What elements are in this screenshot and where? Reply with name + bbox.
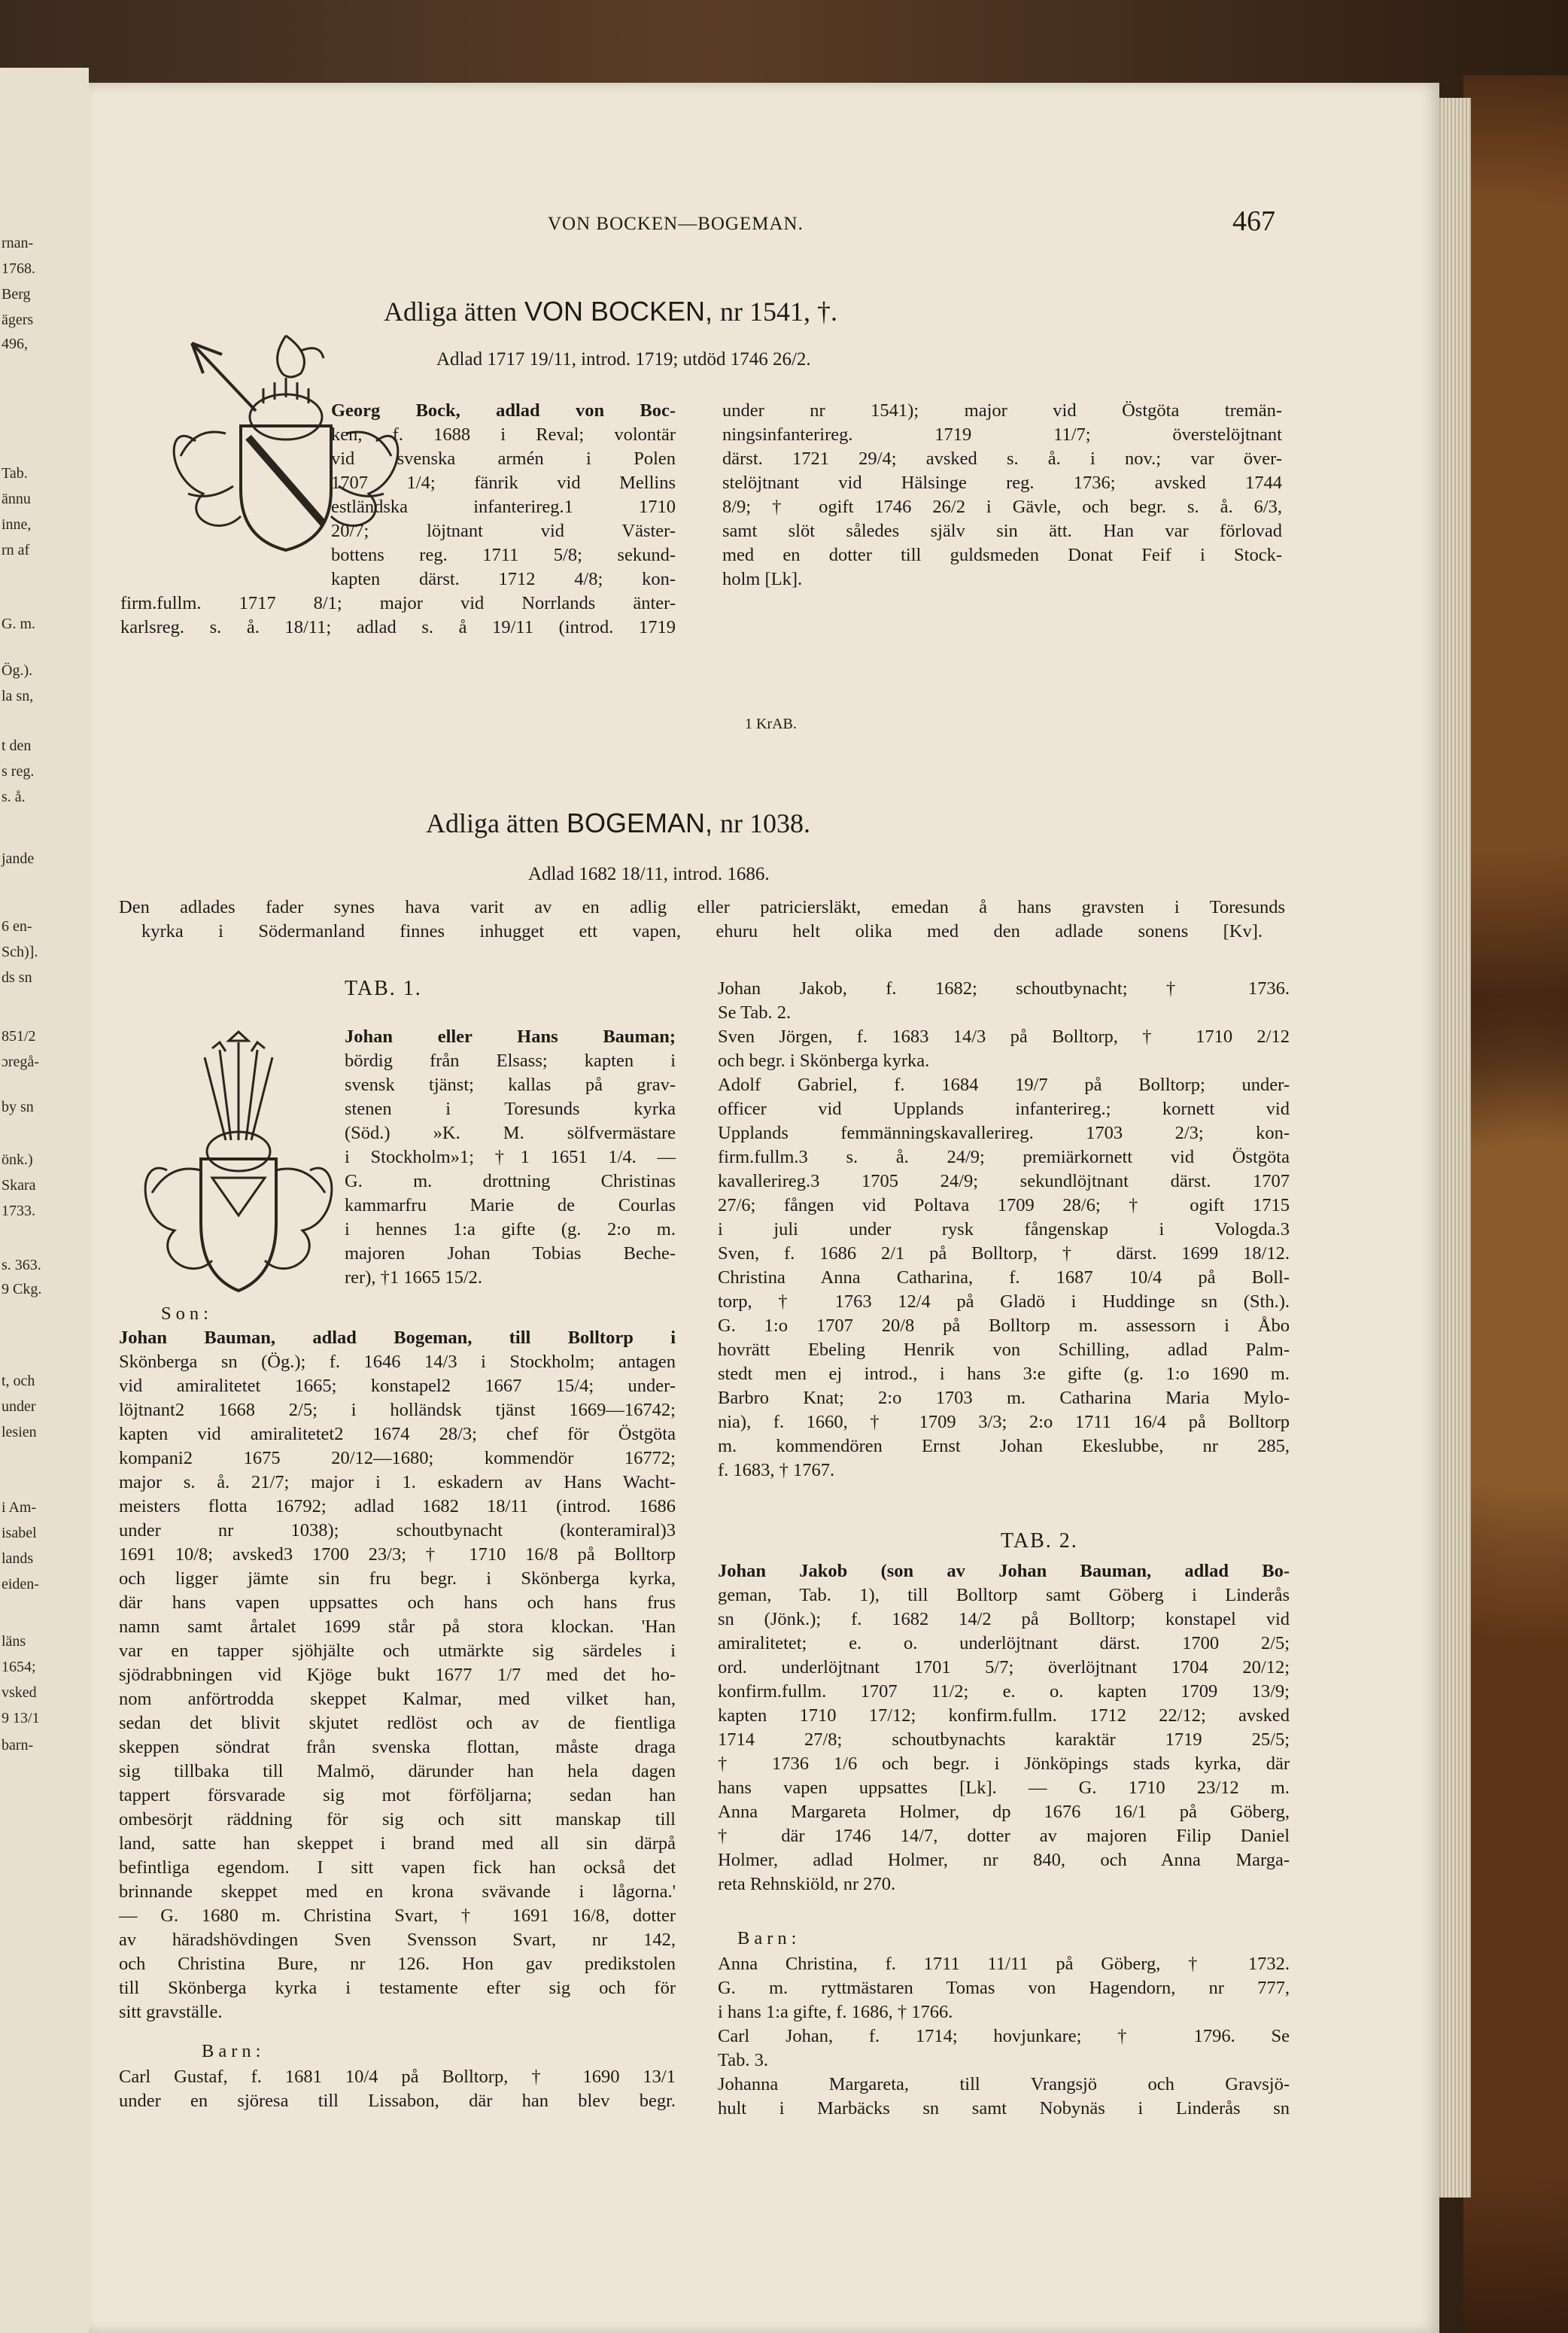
left-col-line: kompani2 1675 20/12—1680; kommendör 16772;	[119, 1448, 676, 1468]
right-col-line: officer vid Upplands infanterireg.; kornett vid	[718, 1099, 1290, 1119]
tab1-line: bördig från Elsass; kapten i	[345, 1051, 676, 1071]
tab2-line: ord. underlöjtnant 1701 5/7; överlöjtnant 1704 20/12;	[718, 1657, 1290, 1678]
left-col-line: major s. å. 21/7; major i 1. eskadern av Hans Wacht-	[119, 1472, 676, 1492]
right-col-line: nia), f. 1660, † 1709 3/3; 2:o 1711 16/4 på Bolltorp	[718, 1412, 1290, 1432]
tortoiseshell-cover	[1463, 75, 1568, 2333]
subtitle-bogeman: Adlad 1682 18/11, introd. 1686.	[528, 864, 770, 884]
title-name: VON BOCKEN,	[524, 296, 713, 327]
right-col-line: stedt men ej introd., i hans 3:e gifte (g. 1:o 1690 m.	[718, 1364, 1290, 1384]
tab1-line: kammarfru Marie de Courlas	[345, 1195, 676, 1215]
margin-fragment: i Am-	[2, 1499, 37, 1516]
right-col-line: 27/6; fången vid Poltava 1709 28/6; † ogift 1715	[718, 1195, 1290, 1215]
margin-fragment: 1654;	[2, 1659, 36, 1675]
left-col-line: tappert försvarade sig mot förföljarna; sedan han	[119, 1785, 676, 1805]
bocken-right-line: med en dotter till guldsmeden Donat Feif i Stock-	[722, 545, 1282, 565]
tab1-heading: TAB. 1.	[345, 977, 422, 1000]
margin-fragment: 496,	[2, 336, 28, 352]
left-col-line: 1691 10/8; avsked3 1700 23/3; † 1710 16/8 på Bolltorp	[119, 1544, 676, 1565]
running-head: VON BOCKEN—BOGEMAN.	[548, 214, 804, 234]
margin-fragment: 1733.	[2, 1203, 35, 1219]
tab1-line: svensk tjänst; kallas på grav-	[345, 1075, 676, 1095]
left-col-line: sedan det blivit skjutet redlöst och av de fientliga	[119, 1713, 676, 1733]
tab2-line: geman, Tab. 1), till Bolltorp samt Göberg i Linderås	[718, 1585, 1290, 1605]
bocken-right-line: stelöjtnant vid Hälsinge reg. 1736; avsked 1744	[722, 473, 1282, 493]
margin-fragment: by sn	[2, 1099, 34, 1115]
left-col-line: sitt gravställe.	[119, 2002, 223, 2022]
tab1-line: (Söd.) »K. M. sölfvermästare	[345, 1123, 676, 1143]
tab1-line: Johan eller Hans Bauman;	[345, 1027, 676, 1047]
margin-fragment: t den	[2, 738, 32, 754]
left-col-line: till Skönberga kyrka i testamente efter sig och för	[119, 1978, 676, 1998]
margin-fragment: Skara	[2, 1177, 36, 1194]
right-col-line: Sven Jörgen, f. 1683 14/3 på Bolltorp, † 1710 2/12	[718, 1027, 1290, 1047]
bocken-left-line: kapten därst. 1712 4/8; kon-	[331, 569, 676, 589]
son-label: Son:	[161, 1303, 213, 1324]
margin-fragment: jande	[2, 850, 35, 867]
right-col-line: Johan Jakob, f. 1682; schoutbynacht; † 1736.	[718, 978, 1290, 999]
tab2-line: reta Rehnskiöld, nr 270.	[718, 1874, 896, 1894]
margin-fragment: inne,	[2, 516, 32, 533]
margin-fragment: eiden-	[2, 1576, 39, 1592]
bocken-right-line: ningsinfanterireg. 1719 11/7; överstelöjtnant	[722, 424, 1282, 445]
right-col-line: i juli under rysk fångenskap i Vologda.3	[718, 1219, 1290, 1240]
margin-fragment: Sch)].	[2, 944, 38, 960]
left-col-line: vid amiralitetet 1665; konstapel2 1667 15/4; under-	[119, 1376, 676, 1396]
right-col-line: hovrätt Ebeling Henrik von Schilling, adlad Palm-	[718, 1340, 1290, 1360]
left-tail-line: under en sjöresa till Lissabon, där han blev begr.	[119, 2091, 676, 2111]
left-col-line: skeppen söndrat från svenska flottan, måste draga	[119, 1737, 676, 1757]
right-col-line: G. 1:o 1707 20/8 på Bolltorp m. assessorn i Åbo	[718, 1316, 1290, 1336]
title-suffix: nr 1038.	[720, 808, 811, 838]
bocken-left-line: karlsreg. s. å. 18/11; adlad s. å 19/11 (introd. 1719	[120, 617, 676, 637]
right-tail-line: Johanna Margareta, till Vrangsjö och Gravsjö-	[718, 2074, 1290, 2094]
tab2-line: sn (Jönk.); f. 1682 14/2 på Bolltorp; konstapel vid	[718, 1609, 1290, 1629]
bocken-left-line: firm.fullm. 1717 8/1; major vid Norrlands änter-	[120, 593, 676, 613]
page-number: 467	[1232, 205, 1275, 237]
right-col-line: f. 1683, † 1767.	[718, 1460, 835, 1480]
bocken-left-line: estländska infanterireg.1 1710	[331, 497, 676, 517]
tab2-line: Anna Margareta Holmer, dp 1676 16/1 på Göberg,	[718, 1802, 1290, 1822]
left-col-line: nom anförtrodda skeppet Kalmar, med vilket han,	[119, 1689, 676, 1709]
left-col-line: namn samt årtalet 1699 står på stora klockan. 'Han	[119, 1617, 676, 1637]
margin-fragment: läns	[2, 1633, 26, 1650]
tab1-line: majoren Johan Tobias Beche-	[345, 1243, 676, 1264]
tab2-line: Johan Jakob (son av Johan Bauman, adlad Bo-	[718, 1561, 1290, 1581]
margin-fragment: Ög.).	[2, 662, 33, 679]
margin-fragment: s. å.	[2, 789, 26, 805]
family-title-bogeman	[426, 808, 811, 838]
right-col-line: Sven, f. 1686 2/1 på Bolltorp, † därst. 1699 18/12.	[718, 1243, 1290, 1264]
margin-fragment: Tab.	[2, 465, 28, 482]
left-col-line: löjtnant2 1668 2/5; i holländsk tjänst 1669—16742;	[119, 1400, 676, 1420]
bocken-left-line: 1707 1/4; fänrik vid Mellins	[331, 473, 676, 493]
margin-fragment: la sn,	[2, 688, 34, 704]
tab2-line: 1714 27/8; schoutbynachts karaktär 1719 25/5;	[718, 1729, 1290, 1750]
right-col-line: Adolf Gabriel, f. 1684 19/7 på Bolltorp; under-	[718, 1075, 1290, 1095]
left-col-line: Skönberga sn (Ög.); f. 1646 14/3 i Stockholm; antagen	[119, 1352, 676, 1372]
bocken-left-line: 20/7; löjtnant vid Väster-	[331, 521, 676, 541]
bocken-left-line: bottens reg. 1711 5/8; sekund-	[331, 545, 676, 565]
left-col-line: sig tillbaka till Malmö, därunder han hela dagen	[119, 1761, 676, 1781]
right-col-line: Barbro Knat; 2:o 1703 m. Catharina Maria Mylo-	[718, 1388, 1290, 1408]
barn-label-right: Barn:	[737, 1928, 801, 1948]
subtitle-bocken: Adlad 1717 19/11, introd. 1719; utdöd 1746 26/2.	[436, 349, 811, 370]
margin-fragment: önk.)	[2, 1151, 33, 1168]
left-col-line: Johan Bauman, adlad Bogeman, till Bolltorp i	[119, 1328, 676, 1348]
margin-fragment: t, och	[2, 1373, 35, 1389]
tab1-line: i Stockholm»1; †1 1651 1/4. —	[345, 1147, 676, 1167]
title-prefix: Adliga ätten	[426, 808, 559, 838]
right-tail-line: i hans 1:a gifte, f. 1686, † 1766.	[718, 2002, 953, 2022]
right-tail-line: Tab. 3.	[718, 2050, 769, 2070]
tab2-line: kapten 1710 17/12; konfirm.fullm. 1712 22/12; avsked	[718, 1705, 1290, 1726]
margin-fragment: 851/2	[2, 1028, 36, 1045]
tab2-heading: TAB. 2.	[1001, 1529, 1078, 1553]
margin-fragment: barn-	[2, 1737, 34, 1754]
margin-fragment: lands	[2, 1550, 34, 1567]
left-col-line: befintliga egendom. I sitt vapen fick han också det	[119, 1857, 676, 1878]
left-col-line: av häradshövdingen Sven Svensson Svart, nr 142,	[119, 1930, 676, 1950]
margin-fragment: Berg	[2, 286, 31, 303]
margin-fragment: rnan-	[2, 235, 34, 251]
margin-fragment: isabel	[2, 1525, 37, 1541]
coat-of-arms-icon	[129, 1027, 348, 1297]
margin-fragment: ɔregå-	[2, 1054, 39, 1070]
footnote-bocken: 1 KrAB.	[745, 716, 797, 732]
tab1-line: rer), †1 1665 15/2.	[345, 1267, 483, 1288]
right-col-line: Christina Anna Catharina, f. 1687 10/4 på Boll-	[718, 1267, 1290, 1288]
tab2-line: † där 1746 14/7, dotter av majoren Filip Daniel	[718, 1826, 1290, 1846]
margin-fragment: ds sn	[2, 969, 32, 986]
bocken-right-line: 8/9; † ogift 1746 26/2 i Gävle, och begr. s. å. 6/3,	[722, 497, 1282, 517]
tab2-line: † 1736 1/6 och begr. i Jönköpings stads kyrka, där	[718, 1754, 1290, 1774]
left-col-line: kapten vid amiralitetet2 1674 28/3; chef för Östgöta	[119, 1424, 676, 1444]
margin-fragment: G. m.	[2, 616, 35, 632]
tab1-line: stenen i Toresunds kyrka	[345, 1099, 676, 1119]
bocken-right-line: samt slöt således själv sin ätt. Han var förlovad	[722, 521, 1282, 541]
bocken-right-line: holm [Lk].	[722, 569, 803, 589]
bocken-right-line: under nr 1541); major vid Östgöta tremän-	[722, 400, 1282, 421]
margin-fragment: vsked	[2, 1684, 37, 1701]
left-tail-line: Carl Gustaf, f. 1681 10/4 på Bolltorp, † 1690 13/1	[119, 2067, 676, 2087]
left-col-line: brinnande skeppet med en krona svävande i lågorna.'	[119, 1881, 676, 1902]
right-col-line: Upplands femmänningskavallerireg. 1703 2/3; kon-	[718, 1123, 1290, 1143]
left-col-line: där hans vapen uppsattes och hans och hans frus	[119, 1592, 676, 1613]
left-col-line: var en tapper sjöhjälte och utmärkte sig särdeles i	[119, 1641, 676, 1661]
margin-fragment: 9 Ckg.	[2, 1281, 42, 1297]
left-col-line: meisters flotta 16792; adlad 1682 18/11 (introd. 1686	[119, 1496, 676, 1516]
right-col-line: m. kommendören Ernst Johan Ekeslubbe, nr 285,	[718, 1436, 1290, 1456]
right-col-line: Se Tab. 2.	[718, 1002, 792, 1023]
tab2-line: hans vapen uppsattes [Lk]. — G. 1710 23/12 m.	[718, 1778, 1290, 1798]
tab1-line: i hennes 1:a gifte (g. 2:o m.	[345, 1219, 676, 1240]
left-col-line: och ligger jämte sin fru begr. i Skönberga kyrka,	[119, 1568, 676, 1589]
margin-fragment: under	[2, 1398, 36, 1415]
margin-fragment: ägers	[2, 312, 34, 328]
left-col-line: och Christina Bure, nr 126. Hon gav predikstolen	[119, 1954, 676, 1974]
margin-fragment: ännu	[2, 491, 31, 507]
left-col-line: sjödrabbningen vid Kjöge bukt 1677 1/7 med det ho-	[119, 1665, 676, 1685]
title-name: BOGEMAN,	[566, 808, 713, 838]
bocken-left-line: Georg Bock, adlad von Boc-	[331, 400, 676, 421]
right-tail-line: G. m. ryttmästaren Tomas von Hagendorn, nr 777,	[718, 1978, 1290, 1998]
tab2-line: amiralitetet; e. o. underlöjtnant därst. 1700 2/5;	[718, 1633, 1290, 1653]
right-tail-line: hult i Marbäcks sn samt Nobynäs i Linderås sn	[718, 2098, 1290, 2119]
right-col-line: torp, † 1763 12/4 på Gladö i Huddinge sn (Sth.).	[718, 1291, 1290, 1312]
left-col-line: land, satte han skeppet i brand med all sin därpå	[119, 1833, 676, 1854]
margin-fragment: s reg.	[2, 763, 35, 780]
right-tail-line: Anna Christina, f. 1711 11/11 på Göberg, † 1732.	[718, 1954, 1290, 1974]
margin-fragment: lesien	[2, 1424, 37, 1440]
title-prefix: Adliga ätten	[384, 297, 517, 327]
right-col-line: och begr. i Skönberga kyrka.	[718, 1051, 930, 1071]
bocken-left-line: ken, f. 1688 i Reval; volontär	[331, 424, 676, 445]
right-col-line: firm.fullm.3 s. å. 24/9; premiärkornett vid Östgöta	[718, 1147, 1290, 1167]
intro-line: Den adlades fader synes hava varit av en adlig eller patriciersläkt, emedan å hans gravsten i Toresunds	[119, 897, 1285, 917]
margin-fragment: 6 en-	[2, 918, 32, 935]
margin-fragment: 1768.	[2, 260, 35, 277]
tab2-line: konfirm.fullm. 1707 11/2; e. o. kapten 1709 13/9;	[718, 1681, 1290, 1702]
right-col-line: kavallerireg.3 1705 24/9; sekundlöjtnant därst. 1707	[718, 1171, 1290, 1191]
family-title-bocken	[384, 296, 838, 327]
right-tail-line: Carl Johan, f. 1714; hovjunkare; † 1796. Se	[718, 2026, 1290, 2046]
bocken-right-line: därst. 1721 29/4; avsked s. å. i nov.; var över-	[722, 449, 1282, 469]
margin-fragment: s. 363.	[2, 1257, 41, 1273]
margin-fragment: rn af	[2, 542, 30, 558]
page	[89, 83, 1439, 2333]
title-suffix: nr 1541, †.	[720, 297, 838, 327]
tab1-line: G. m. drottning Christinas	[345, 1171, 676, 1191]
left-col-line: ombesörjt räddning för sig och sitt manskap till	[119, 1809, 676, 1830]
bocken-left-line: vid svenska armén i Polen	[331, 449, 676, 469]
intro-line: kyrka i Södermanland finnes inhugget ett vapen, ehuru helt olika med den adlade sonens [Kv].	[141, 921, 1263, 941]
left-col-line: — G. 1680 m. Christina Svart, † 1691 16/8, dotter	[119, 1906, 676, 1926]
previous-page-margin	[0, 68, 89, 2333]
tab2-line: Holmer, adlad Holmer, nr 840, och Anna Marga-	[718, 1850, 1290, 1870]
left-col-line: under nr 1038); schoutbynacht (konteramiral)3	[119, 1520, 676, 1541]
margin-fragment: 9 13/1	[2, 1710, 40, 1726]
barn-label-left: Barn:	[202, 2041, 266, 2061]
